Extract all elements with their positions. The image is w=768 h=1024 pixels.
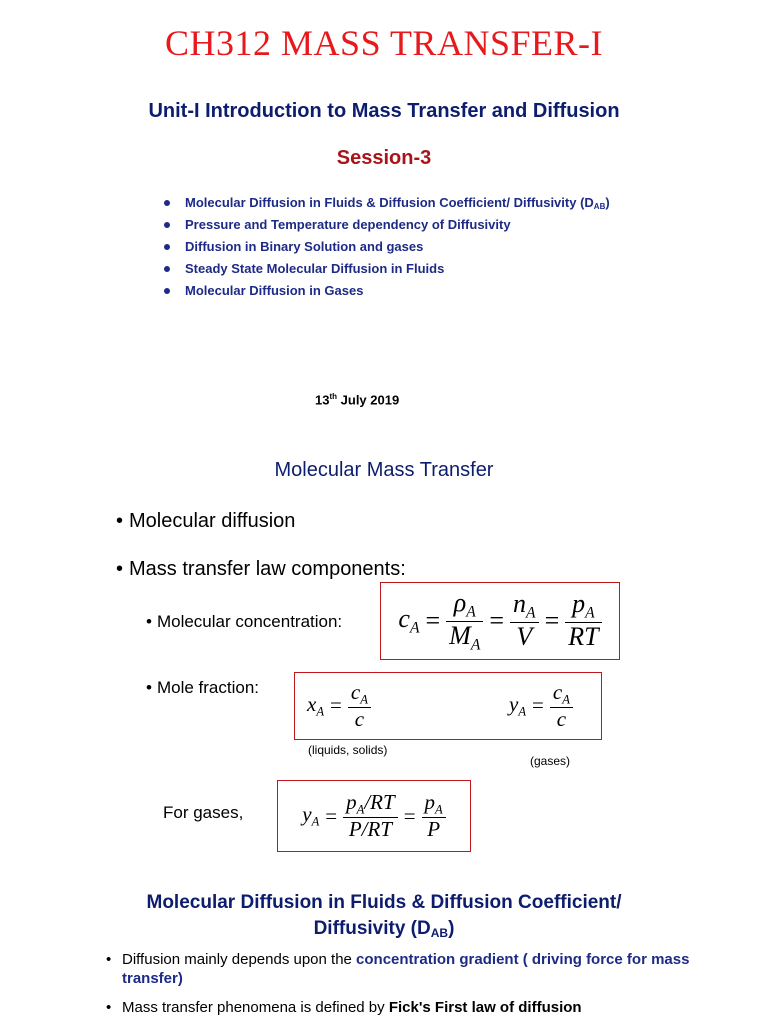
- session-date: 13th July 2019: [315, 392, 400, 408]
- unit-heading: Unit-I Introduction to Mass Transfer and Diffusion: [148, 100, 620, 122]
- slide-title: CH312 MASS TRANSFER-I: [165, 23, 603, 63]
- gas-mole-fraction-equation: $y_A$ = $\frac{p_A/RT}{P/RT}$ = $\frac{p_A}{P}$: [277, 780, 471, 852]
- topic-item: Molecular Diffusion in Gases: [160, 280, 610, 302]
- topic-item: Pressure and Temperature dependency of Diffusivity: [160, 214, 610, 236]
- point-concentration-gradient: • Diffusion mainly depends upon the concentration gradient ( driving force for mass transfer): [122, 950, 722, 988]
- molecular-mass-transfer-heading: Molecular Mass Transfer: [274, 459, 494, 481]
- topic-item: Molecular Diffusion in Fluids & Diffusion Coefficient/ Diffusivity $(D_{AB})$: [160, 192, 610, 214]
- bullet-law-components: • Mass transfer law components:: [116, 558, 406, 581]
- topic-item: Steady State Molecular Diffusion in Fluids: [160, 258, 610, 280]
- concentration-label: • Molecular concentration:: [146, 612, 342, 632]
- topic-item: Diffusion in Binary Solution and gases: [160, 236, 610, 258]
- mole-fraction-equation: $x_A$ = $\frac{c_A}{c}$ $y_A$ = $\frac{c_A}{c}$: [294, 672, 602, 740]
- liquids-solids-caption: (liquids, solids): [308, 743, 388, 757]
- session-heading: Session-3: [336, 147, 432, 169]
- gases-caption: (gases): [530, 754, 571, 768]
- point-ficks-law: • Mass transfer phenomena is defined by Fick's First law of diffusion: [122, 998, 722, 1017]
- topic-list: [160, 192, 610, 302]
- bullet-molecular-diffusion: • Molecular diffusion: [116, 510, 295, 533]
- concentration-equation: $c_A$ = $\frac{\rho_A}{M_A}$ = $\frac{n_A}{V}$ = $\frac{p_A}{RT}$: [380, 582, 620, 660]
- mole-fraction-label: • Mole fraction:: [146, 678, 259, 698]
- for-gases-label: For gases,: [163, 803, 244, 822]
- diffusion-section-heading: Molecular Diffusion in Fluids & Diffusion Coefficient/ Diffusivity (DAB): [146, 892, 622, 940]
